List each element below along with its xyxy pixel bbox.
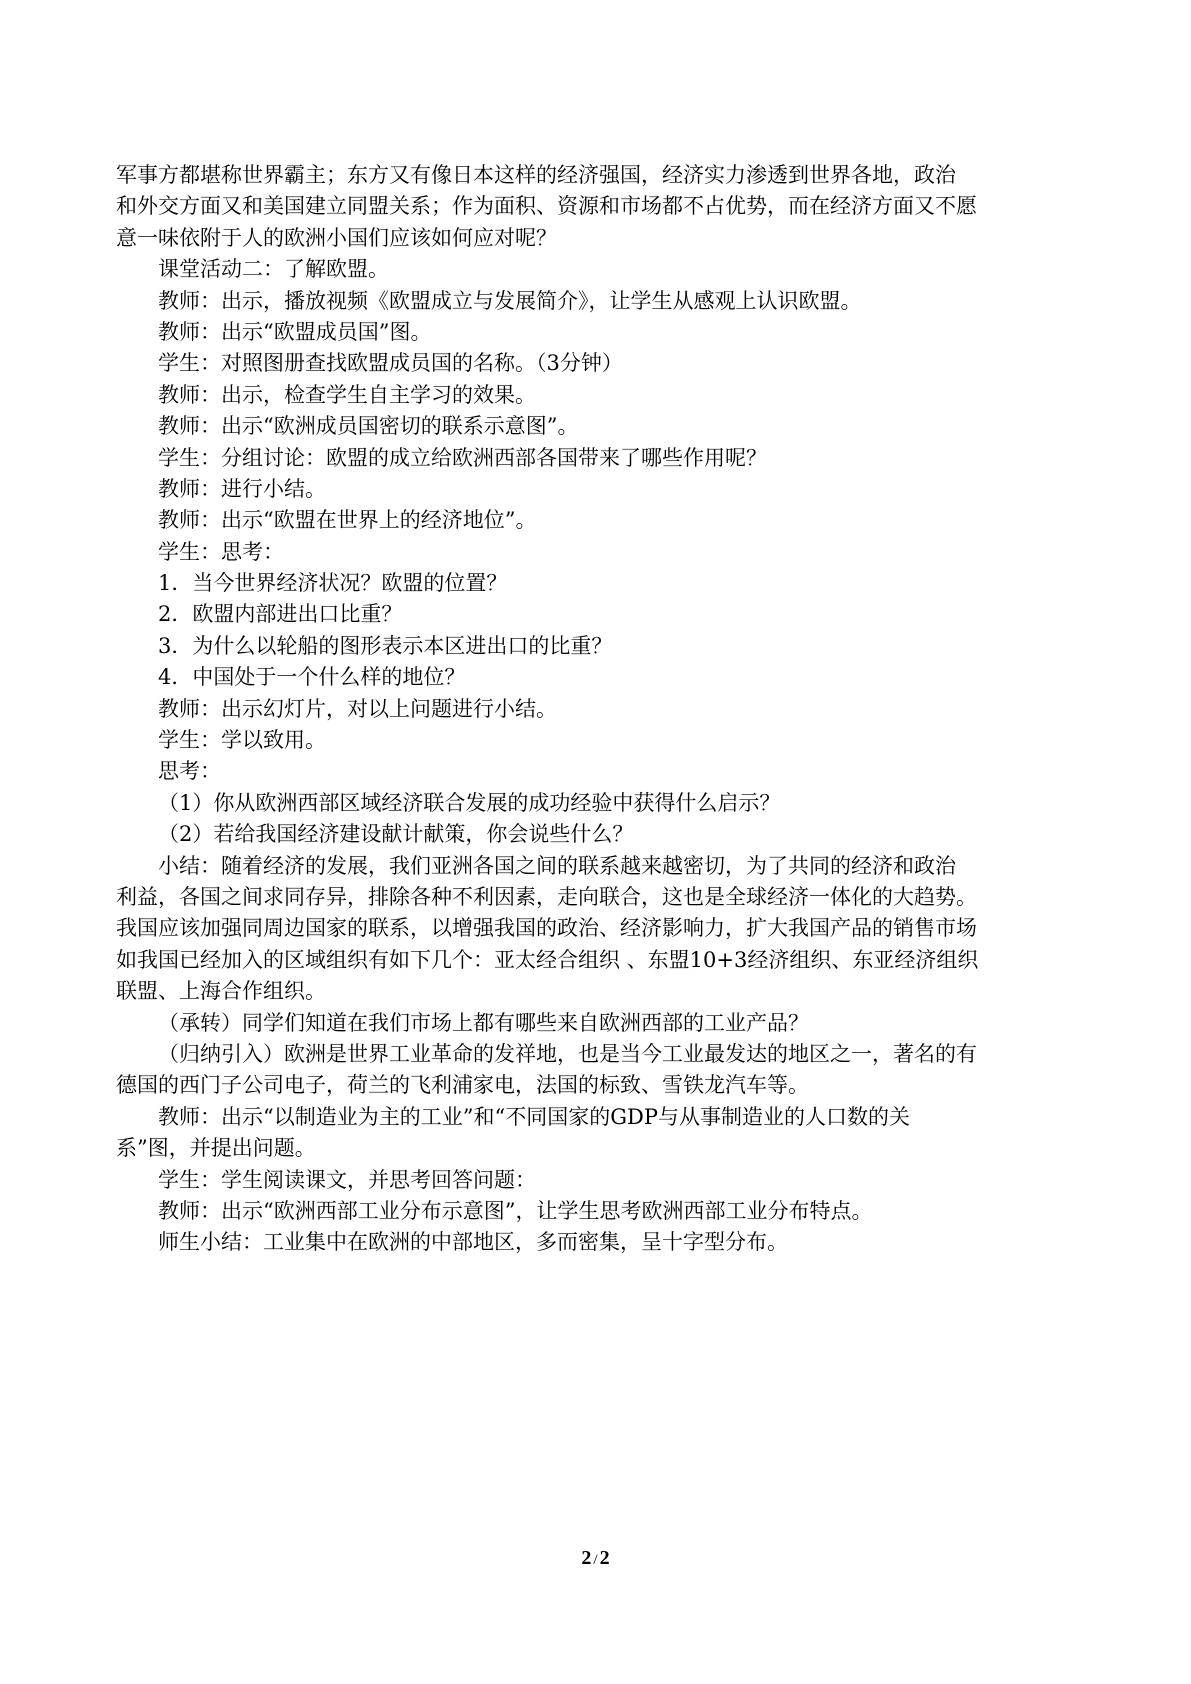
total-pages: 2 [599, 1547, 610, 1569]
text-line: 军事方都堪称世界霸主；东方又有像日本这样的经济强国，经济实力渗透到世界各地，政治 [116, 163, 956, 187]
text-line: 教师：出示，检查学生自主学习的效果。 [158, 382, 536, 407]
text-line: 思考： [158, 759, 221, 784]
text-line: 教师：出示幻灯片，对以上问题进行小结。 [158, 696, 557, 721]
text-line: 学生：学以致用。 [158, 728, 326, 753]
text-line: （1）你从欧洲西部区域经济联合发展的成功经验中获得什么启示？ [158, 790, 781, 815]
text-line: 系”图，并提出问题。 [116, 1136, 316, 1161]
text-line: 联盟、上海合作组织。 [116, 979, 326, 1004]
text-line: 课堂活动二：了解欧盟。 [158, 257, 389, 282]
text-line: （2）若给我国经济建设献计献策，你会说些什么？ [158, 822, 634, 847]
text-line: 教师：出示，播放视频《欧盟成立与发展简介》，让学生从感观上认识欧盟。 [158, 288, 862, 313]
text-line: 意一味依附于人的欧洲小国们应该如何应对呢？ [116, 225, 557, 250]
text-line: 学生：分组讨论：欧盟的成立给欧洲西部各国带来了哪些作用呢？ [158, 445, 767, 470]
text-line: 我国应该加强同周边国家的联系，以增强我国的政治、经济影响力，扩大我国产品的销售市场 [116, 916, 977, 941]
text-line: （承转）同学们知道在我们市场上都有哪些来自欧洲西部的工业产品？ [158, 1010, 809, 1035]
text-line: （归纳引入）欧洲是世界工业革命的发祥地，也是当今工业最发达的地区之一，著名的有 [158, 1041, 977, 1066]
document-body [116, 160, 1076, 1259]
text-line: 学生：思考： [158, 539, 284, 564]
text-line: 教师：出示“欧洲成员国密切的联系示意图”。 [158, 414, 579, 439]
text-line: 4．中国处于一个什么样的地位？ [158, 665, 466, 690]
text-line: 和外交方面又和美国建立同盟关系；作为面积、资源和市场都不占优势，而在经济方面又不愿 [116, 194, 977, 219]
text-line: 教师：出示“以制造业为主的工业”和“不同国家的GDP与从事制造业的人口数的关 [158, 1104, 910, 1129]
text-line: 师生小结：工业集中在欧洲的中部地区，多而密集，呈十字型分布。 [158, 1230, 788, 1255]
text-line: 教师：出示“欧盟成员国”图。 [158, 319, 432, 344]
text-line: 学生：学生阅读课文，并思考回答问题： [158, 1167, 536, 1192]
page-number [0, 1546, 1191, 1572]
current-page: 2 [581, 1547, 592, 1569]
page-separator: / [593, 1552, 598, 1568]
text-line: 教师：出示“欧盟在世界上的经济地位”。 [158, 508, 537, 533]
text-line: 小结：随着经济的发展，我们亚洲各国之间的联系越来越密切，为了共同的经济和政治 [158, 853, 956, 878]
text-line: 教师：出示“欧洲西部工业分布示意图”，让学生思考欧洲西部工业分布特点。 [158, 1198, 873, 1223]
text-line: 教师：进行小结。 [158, 476, 326, 501]
text-line: 2．欧盟内部进出口比重？ [158, 602, 403, 627]
text-line: 1．当今世界经济状况？欧盟的位置？ [158, 571, 508, 596]
text-line: 利益，各国之间求同存异，排除各种不利因素，走向联合，这也是全球经济一体化的大趋势。 [116, 884, 977, 909]
text-line: 3．为什么以轮船的图形表示本区进出口的比重？ [158, 633, 613, 658]
text-line: 学生：对照图册查找欧盟成员国的名称。（3分钟） [158, 351, 623, 376]
text-line: 德国的西门子公司电子，荷兰的飞利浦家电，法国的标致、雪铁龙汽车等。 [116, 1073, 809, 1098]
text-line: 如我国已经加入的区域组织有如下几个：亚太经合组织 、东盟10+3经济组织、东亚经济组织 [116, 947, 979, 972]
